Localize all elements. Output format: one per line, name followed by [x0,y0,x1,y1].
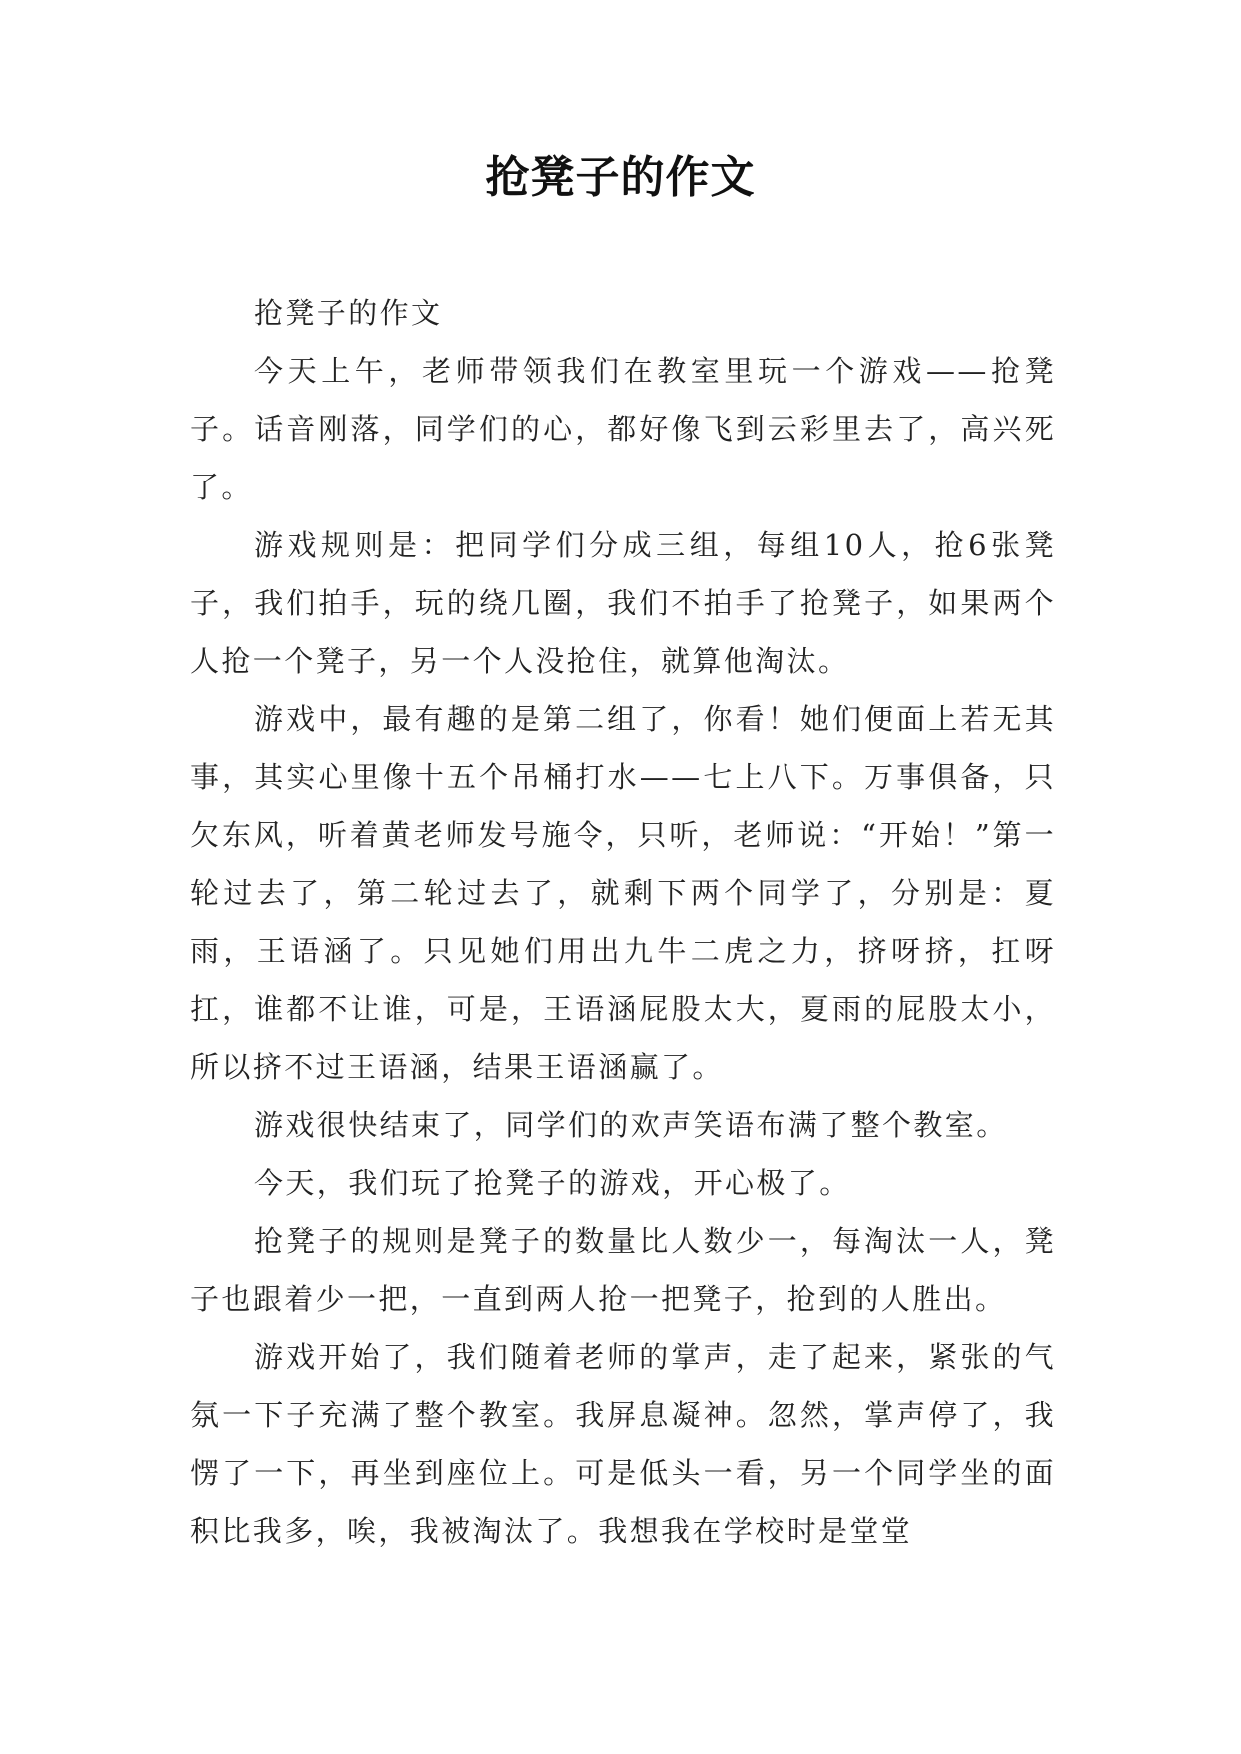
document-title: 抢凳子的作文 [485,152,756,203]
paragraph-heading: 抢凳子的作文 [254,296,443,330]
paragraph-today: 今天，我们玩了抢凳子的游戏，开心极了。 [254,1166,851,1200]
paragraph-game-start: 游戏开始了，我们随着老师的掌声，走了起来，紧张的气氛一下子充满了整个教室。我屏息凝神。忽然，掌声停了，我愣了一下，再坐到座位上。可是低头一看，另一个同学坐的面积比我多，唉，我被淘汰了。我想我在学校时是堂堂 [190,1340,1056,1548]
document-body [190,284,1056,1560]
paragraph-rules: 游戏规则是：把同学们分成三组，每组10人，抢6张凳子，我们拍手，玩的绕几圈，我们不拍手了抢凳子，如果两个人抢一个凳子，另一个人没抢住，就算他淘汰。 [190,528,1056,678]
paragraph-group-two: 游戏中，最有趣的是第二组了，你看！她们便面上若无其事，其实心里像十五个吊桶打水——七上八下。万事俱备，只欠东风，听着黄老师发号施令，只听，老师说：“开始！”第一轮过去了，第二轮过去了，就剩下两个同学了，分别是：夏雨，王语涵了。只见她们用出九牛二虎之力，挤呀挤，扛呀扛，谁都不让谁，可是，王语涵屁股太大，夏雨的屁股太小，所以挤不过王语涵，结果王语涵赢了。 [190,702,1056,1084]
paragraph-game-end: 游戏很快结束了，同学们的欢声笑语布满了整个教室。 [254,1108,1008,1142]
paragraph-intro: 今天上午，老师带领我们在教室里玩一个游戏——抢凳子。话音刚落，同学们的心，都好像飞到云彩里去了，高兴死了。 [190,354,1056,504]
paragraph-chair-rule: 抢凳子的规则是凳子的数量比人数少一，每淘汰一人，凳子也跟着少一把，一直到两人抢一把凳子，抢到的人胜出。 [190,1224,1056,1316]
